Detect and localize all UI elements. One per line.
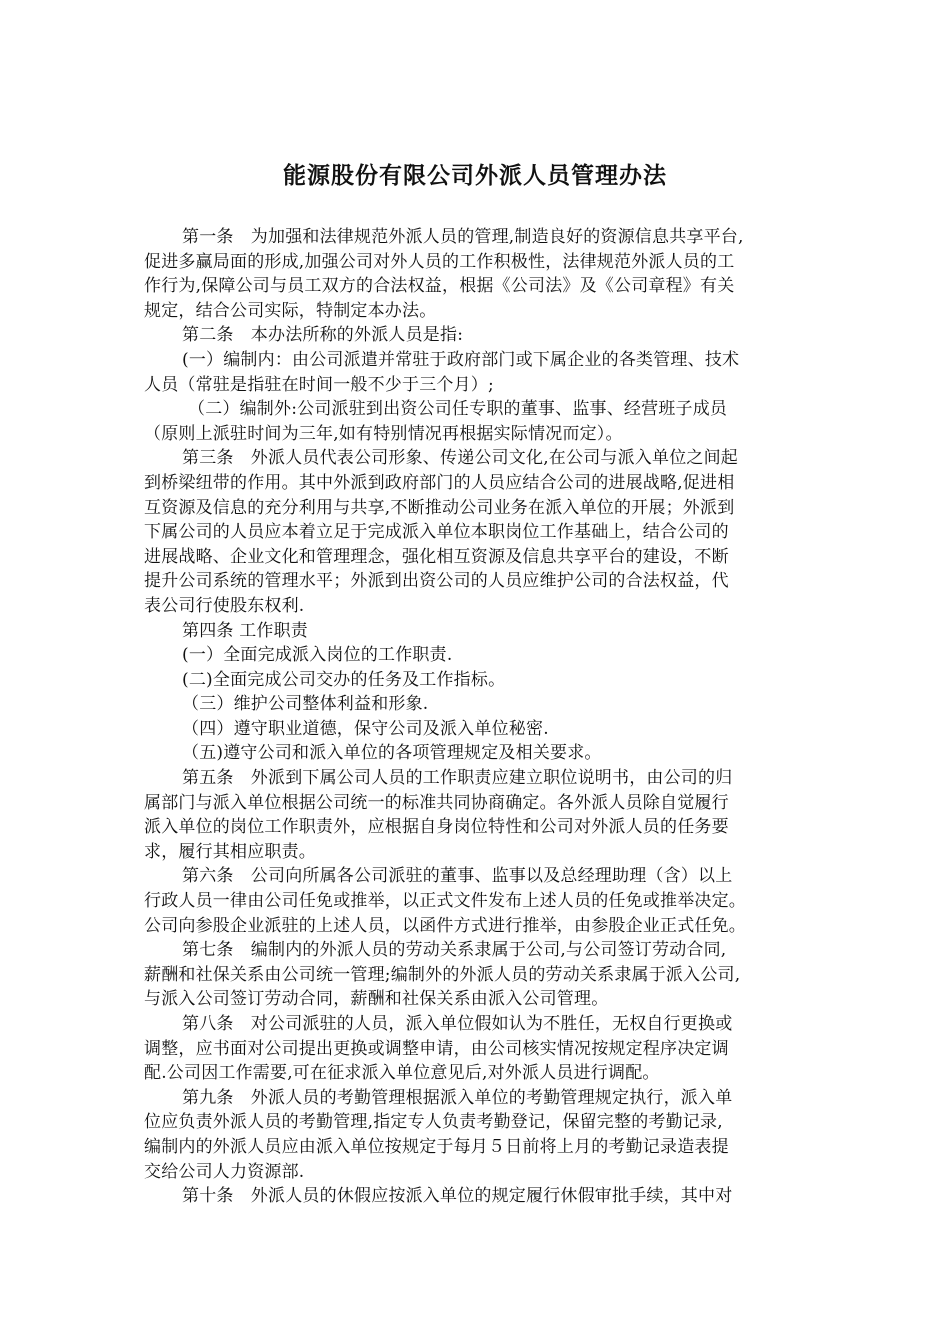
article-2-item-line: 人员（常驻是指驻在时间一般不少于三个月）; <box>144 374 494 395</box>
article-5-line: 属部门与派入单位根据公司统一的标准共同协商确定。各外派人员除自觉履行 <box>144 792 729 813</box>
article-9-line: 位应负责外派人员的考勤管理,指定专人负责考勤登记，保留完整的考勤记录, <box>144 1112 723 1133</box>
article-4-item: （五)遵守公司和派入单位的各项管理规定及相关要求。 <box>182 743 602 764</box>
article-3-line: 下属公司的人员应本着立足于完成派入单位本职岗位工作基础上，结合公司的 <box>144 522 729 543</box>
article-10-line: 第十条 外派人员的休假应按派入单位的规定履行休假审批手续，其中对 <box>182 1186 733 1207</box>
article-4-item: （三）维护公司整体利益和形象. <box>182 694 429 715</box>
article-1-line: 作行为,保障公司与员工双方的合法权益，根据《公司法》及《公司章程》有关 <box>144 276 735 297</box>
article-5-line: 求，履行其相应职责。 <box>144 841 316 862</box>
article-4-item: (一）全面完成派入岗位的工作职责. <box>182 645 453 666</box>
article-3-line: 提升公司系统的管理水平；外派到出资公司的人员应维护公司的合法权益，代 <box>144 571 729 592</box>
article-3-line: 表公司行使股东权利. <box>144 595 305 616</box>
article-9-line: 编制内的外派人员应由派入单位按规定于每月５日前将上月的考勤记录造表提 <box>144 1136 729 1157</box>
article-2-item-line: （原则上派驻时间为三年,如有特别情况再根据实际情况而定）。 <box>144 423 623 444</box>
article-1-line: 第一条 为加强和法律规范外派人员的管理,制造良好的资源信息共享平台, <box>182 227 744 247</box>
document-title: 能源股份有限公司外派人员管理办法 <box>283 163 667 189</box>
article-8-line: 调整，应书面对公司提出更换或调整申请，由公司核实情况按规定程序决定调 <box>144 1038 729 1059</box>
article-4-item: (二)全面完成公司交办的任务及工作指标。 <box>182 669 506 690</box>
document-body <box>144 225 808 1209</box>
article-2-item-line: (一）编制内：由公司派遣并常驻于政府部门或下属企业的各类管理、技术 <box>182 349 740 370</box>
article-7-line: 第七条 编制内的外派人员的劳动关系隶属于公司,与公司签订劳动合同, <box>182 940 727 961</box>
article-4-heading: 第四条 工作职责 <box>182 620 309 641</box>
article-2-item-line: （二）编制外:公司派驻到出资公司任专职的董事、监事、经营班子成员 <box>188 399 728 420</box>
article-6-line: 行政人员一律由公司任免或推举，以正式文件发布上述人员的任免或推举决定。 <box>144 891 746 912</box>
article-3-line: 第三条 外派人员代表公司形象、传递公司文化,在公司与派入单位之间起 <box>182 448 739 469</box>
article-1-line: 规定，结合公司实际，特制定本办法。 <box>144 300 437 321</box>
article-5-line: 派入单位的岗位工作职责外，应根据自身岗位特性和公司对外派人员的任务要 <box>144 817 729 838</box>
article-6-line: 第六条 公司向所属各公司派驻的董事、监事以及总经理助理（含）以上 <box>182 866 733 887</box>
article-3-line: 互资源及信息的充分利用与共享,不断推动公司业务在派入单位的开展；外派到 <box>144 497 735 518</box>
article-4-item: （四）遵守职业道德，保守公司及派入单位秘密. <box>182 718 549 739</box>
article-8-line: 第八条 对公司派驻的人员，派入单位假如认为不胜任，无权自行更换或 <box>182 1014 733 1034</box>
article-8-line: 配.公司因工作需要,可在征求派入单位意见后,对外派人员进行调配。 <box>144 1063 660 1084</box>
article-3-line: 进展战略、企业文化和管理理念，强化相互资源及信息共享平台的建设，不断 <box>144 546 729 567</box>
article-7-line: 薪酬和社保关系由公司统一管理;编制外的外派人员的劳动关系隶属于派入公司, <box>144 964 741 985</box>
article-2-line: 第二条 本办法所称的外派人员是指: <box>182 325 464 346</box>
article-9-line: 第九条 外派人员的考勤管理根据派入单位的考勤管理规定执行，派入单 <box>182 1087 733 1108</box>
article-1-line: 促进多赢局面的形成,加强公司对外人员的工作积极性，法律规范外派人员的工 <box>144 251 735 272</box>
article-5-line: 第五条 外派到下属公司人员的工作职责应建立职位说明书，由公司的归 <box>182 768 733 789</box>
article-7-line: 与派入公司签订劳动合同，薪酬和社保关系由派入公司管理。 <box>144 989 609 1010</box>
article-3-line: 到桥梁纽带的作用。其中外派到政府部门的人员应结合公司的进展战略,促进相 <box>144 472 735 493</box>
article-6-line: 公司向参股企业派驻的上述人员，以函件方式进行推举，由参股企业正式任免。 <box>144 915 746 936</box>
article-9-line: 交给公司人力资源部. <box>144 1161 305 1182</box>
